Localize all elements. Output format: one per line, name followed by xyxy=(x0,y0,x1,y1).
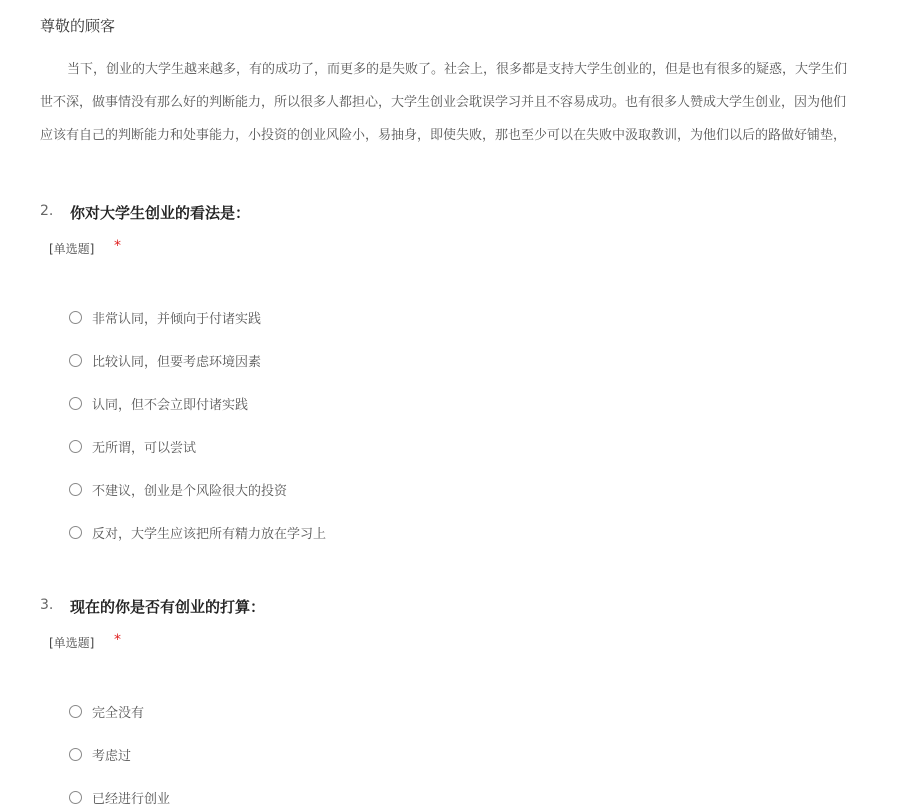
radio-option[interactable] xyxy=(69,744,131,764)
radio-option[interactable] xyxy=(69,393,248,413)
radio-button[interactable] xyxy=(69,311,82,324)
radio-button[interactable] xyxy=(69,791,82,804)
radio-option[interactable] xyxy=(69,436,196,456)
question-type-label: [单选题] xyxy=(49,242,95,256)
required-marker: * xyxy=(114,632,121,648)
radio-button[interactable] xyxy=(69,483,82,496)
option-label: 考虑过 xyxy=(92,748,132,764)
radio-option[interactable] xyxy=(69,787,170,807)
question-number: 3. xyxy=(40,597,54,613)
option-label: 已经进行创业 xyxy=(92,791,171,807)
option-label: 完全没有 xyxy=(92,705,145,721)
intro-paragraph-line: 世不深，做事情没有那么好的判断能力，所以很多人都担心，大学生创业会耽误学习并且不容易成功。也有很多人赞成大学生创业，因为他们 xyxy=(40,95,847,110)
required-marker: * xyxy=(114,238,121,254)
radio-button[interactable] xyxy=(69,440,82,453)
option-label: 认同，但不会立即付诸实践 xyxy=(92,397,249,413)
radio-button[interactable] xyxy=(69,705,82,718)
intro-paragraph-line: 当下，创业的大学生越来越多，有的成功了，而更多的是失败了。社会上，很多都是支持大学生创业的，但是也有很多的疑惑，大学生们 xyxy=(67,62,848,77)
radio-button[interactable] xyxy=(69,526,82,539)
radio-option[interactable] xyxy=(69,350,261,370)
radio-button[interactable] xyxy=(69,748,82,761)
question-title: 你对大学生创业的看法是： xyxy=(70,204,251,222)
option-label: 比较认同，但要考虑环境因素 xyxy=(92,354,262,370)
option-label: 不建议，创业是个风险很大的投资 xyxy=(92,483,288,499)
question-number: 2. xyxy=(40,203,54,219)
option-label: 非常认同，并倾向于付诸实践 xyxy=(92,311,262,327)
option-label: 反对，大学生应该把所有精力放在学习上 xyxy=(92,526,327,542)
greeting-heading: 尊敬的顾客 xyxy=(40,17,116,35)
radio-option[interactable] xyxy=(69,307,261,327)
radio-option[interactable] xyxy=(69,479,287,499)
intro-paragraph-line: 应该有自己的判断能力和处事能力，小投资的创业风险小，易抽身，即使失败，那也至少可以在失败中汲取教训，为他们以后的路做好铺垫， xyxy=(40,128,847,143)
option-label: 无所谓，可以尝试 xyxy=(92,440,197,456)
question-title: 现在的你是否有创业的打算： xyxy=(70,598,266,616)
radio-option[interactable] xyxy=(69,701,144,721)
question-type-label: [单选题] xyxy=(49,636,95,650)
radio-option[interactable] xyxy=(69,522,326,542)
radio-button[interactable] xyxy=(69,354,82,367)
radio-button[interactable] xyxy=(69,397,82,410)
